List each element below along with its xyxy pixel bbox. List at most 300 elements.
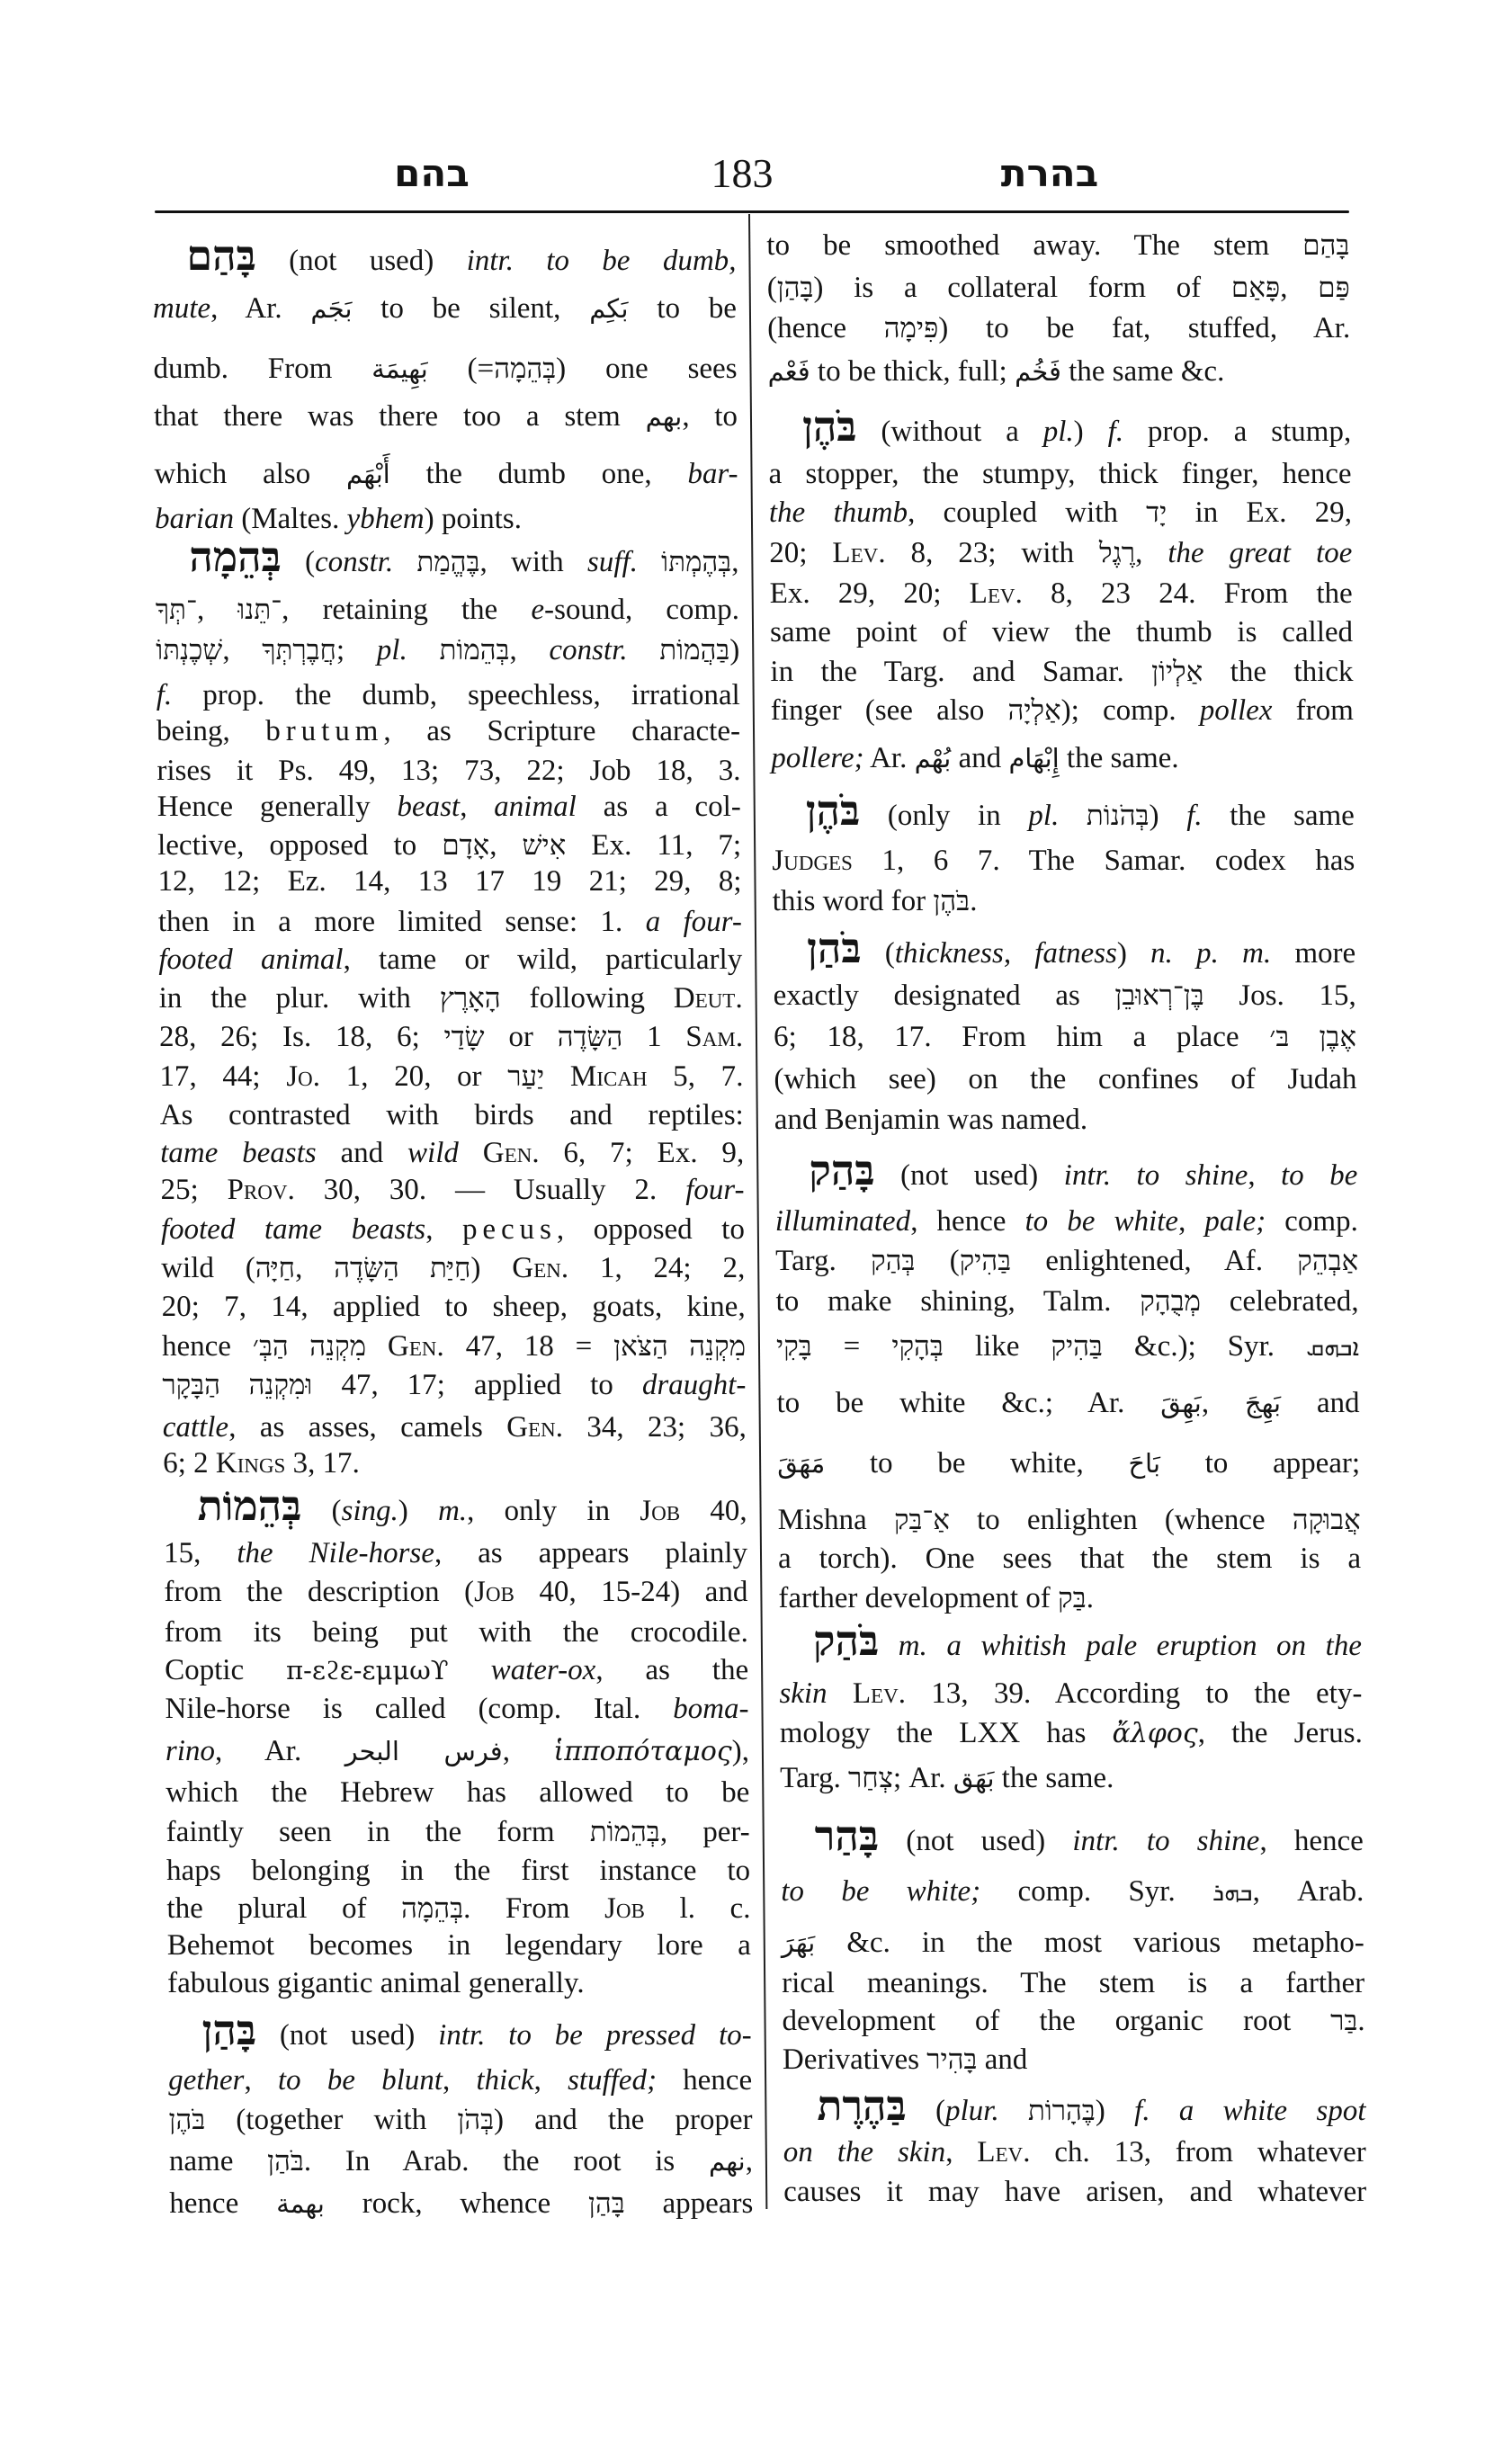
text-line xyxy=(153,349,737,389)
text-run: faintly seen in the form xyxy=(166,1816,590,1848)
small-caps-reference: Job xyxy=(604,1892,646,1925)
text-run: Ex. 11, 7; xyxy=(566,829,742,862)
text-line xyxy=(777,1444,1360,1483)
page-number: 183 xyxy=(711,150,774,196)
small-caps-reference: Judges xyxy=(772,845,853,877)
text-run: -sound, comp. xyxy=(543,594,740,626)
text-line xyxy=(768,404,1352,452)
text-run: and xyxy=(1280,1387,1360,1419)
text-run: 25; xyxy=(160,1174,228,1206)
text-run xyxy=(449,1654,491,1686)
arabic-word: أَبْهَم xyxy=(345,459,390,489)
headword: בֹּהֶן xyxy=(801,404,857,450)
italic-text: the great toe xyxy=(1168,537,1353,569)
text-line xyxy=(774,1148,1358,1195)
headword: בְּהֵמוֹת xyxy=(197,1483,302,1529)
hebrew-word: בָּהַן xyxy=(587,2187,625,2219)
text-run: to enlighten (whence xyxy=(949,1504,1293,1536)
coptic-word: π-εϩε-εμμωϒ xyxy=(285,1655,449,1685)
text-run xyxy=(366,1330,388,1363)
text-line xyxy=(772,788,1355,836)
hebrew-word: פַּם xyxy=(1317,272,1350,303)
text-run: in the plur. with xyxy=(158,982,440,1015)
hebrew-word: אַבְהֵק xyxy=(1297,1245,1359,1276)
text-run: lective, opposed to xyxy=(157,829,443,862)
arabic-word: بهم xyxy=(645,401,683,432)
italic-text: bar- xyxy=(687,458,738,490)
text-run: 20; xyxy=(769,537,833,569)
text-run: and xyxy=(951,742,1009,774)
text-run: 1, 24; 2, xyxy=(568,1252,746,1284)
text-run: from the description ( xyxy=(164,1576,475,1608)
text-run: this word for xyxy=(772,885,934,917)
text-run: like xyxy=(943,1330,1051,1363)
text-run: rises it Ps. 49, 13; 73, 22; Job 18, 3. xyxy=(157,755,741,787)
text-run: the same. xyxy=(1059,742,1179,774)
italic-text: beast xyxy=(397,791,461,823)
text-run: in the Targ. and Samar. xyxy=(770,656,1152,688)
text-run: (together with xyxy=(205,2104,458,2136)
text-run: ( xyxy=(281,546,316,578)
italic-text: thickness, fatness xyxy=(894,937,1118,970)
text-run: enlightened, Af. xyxy=(1010,1245,1298,1277)
text-run: . From xyxy=(462,1892,605,1925)
text-line xyxy=(157,787,741,827)
text-line xyxy=(160,1170,744,1210)
hebrew-word: בָּהַם xyxy=(1302,229,1350,261)
text-run: Nile-horse is called (comp. Ital. xyxy=(165,1693,674,1725)
text-run: exactly designated as xyxy=(773,979,1115,1012)
hebrew-word: בְּהֵמוֹת xyxy=(589,1816,660,1847)
hebrew-word: אַ־בַּק xyxy=(893,1504,951,1535)
text-run: , xyxy=(196,594,238,626)
text-line xyxy=(157,711,740,751)
text-run: , xyxy=(1177,1205,1205,1238)
text-run: rock, whence xyxy=(324,2187,589,2220)
text-run: Derivatives xyxy=(782,2043,927,2076)
text-run: (= xyxy=(427,353,495,385)
text-run: , xyxy=(533,2064,568,2097)
text-run: , xyxy=(1248,1159,1282,1192)
text-run: , Arab. xyxy=(1252,1875,1364,1908)
text-run: 20; 7, 14, applied to sheep, goats, kine, xyxy=(161,1291,746,1323)
arabic-word: فَعْم xyxy=(767,356,810,387)
text-run: (not used) xyxy=(878,1825,1073,1857)
text-run: ) to be fat, stuffed, Ar. xyxy=(938,312,1351,344)
headword: בָּהַר xyxy=(814,1813,880,1859)
text-run: Behemot becomes in legendary lore a xyxy=(166,1929,751,1962)
italic-text: intr. to be pressed to- xyxy=(437,2019,752,2052)
left-column xyxy=(150,0,756,2450)
text-line xyxy=(774,1060,1356,1099)
text-line xyxy=(158,940,742,979)
text-line xyxy=(780,1713,1363,1753)
text-run: , xyxy=(1201,1387,1246,1419)
hebrew-word: בַּהֲמוֹת xyxy=(659,634,730,666)
text-run: 47, 18 = xyxy=(443,1330,614,1363)
hebrew-word: חַיָּה xyxy=(255,1252,296,1283)
text-line xyxy=(166,1731,749,1771)
hebrew-word: בְּהֹנוֹת xyxy=(1086,800,1150,831)
text-run: 1, 6 7. The Samar. codex has xyxy=(852,845,1355,877)
text-run: , xyxy=(745,2145,754,2177)
hebrew-word: מִקְנֵה הַבְּ׳ xyxy=(252,1330,367,1362)
hebrew-word: בָּקִי xyxy=(775,1330,812,1362)
italic-text: rino xyxy=(165,1735,216,1767)
text-run: being, xyxy=(156,715,266,747)
text-line xyxy=(163,1483,747,1531)
italic-text: wild xyxy=(407,1137,460,1169)
text-run: which the Hebrew has allowed to be xyxy=(166,1776,750,1809)
text-line xyxy=(770,652,1353,692)
hebrew-word: בֶּן־רְאוּבֵן xyxy=(1114,979,1204,1011)
headword: בַּהֶרֶת xyxy=(817,2083,907,2129)
italic-text: skin xyxy=(779,1677,828,1710)
text-run: ( xyxy=(915,1245,960,1277)
italic-text: draught- xyxy=(641,1369,747,1401)
text-run: , retaining the xyxy=(281,594,532,626)
text-run: (without a xyxy=(856,416,1043,448)
text-run xyxy=(627,634,659,666)
text-line xyxy=(158,979,742,1018)
italic-text: constr. xyxy=(549,634,628,666)
text-run: , xyxy=(1279,272,1319,304)
small-caps-reference: Gen. xyxy=(512,1252,569,1284)
text-run: prop. a stump, xyxy=(1123,416,1352,448)
text-line xyxy=(166,1812,750,1852)
text-run: to be silent, xyxy=(352,292,590,325)
text-run: 6; 2 xyxy=(162,1447,216,1480)
text-run: 15, xyxy=(163,1537,237,1569)
text-line xyxy=(774,1017,1356,1057)
arabic-word: إِبْهَام xyxy=(1008,743,1060,773)
text-line xyxy=(165,1650,748,1690)
italic-text: f. a white spot xyxy=(1133,2095,1366,2127)
text-run: Mishna xyxy=(777,1504,895,1536)
text-run: , xyxy=(459,791,495,823)
italic-text: pl. xyxy=(376,634,407,666)
text-run: , tame or wild, particularly xyxy=(343,943,743,976)
text-run xyxy=(827,1677,853,1710)
text-run: ) xyxy=(1149,800,1187,832)
text-run: ) points. xyxy=(424,503,523,535)
italic-text: suff. xyxy=(586,546,639,578)
text-line xyxy=(165,1613,748,1652)
small-caps-reference: Lev. xyxy=(852,1677,907,1710)
hebrew-word: בַּק xyxy=(1057,1582,1087,1614)
text-run: , xyxy=(1134,537,1168,569)
text-line xyxy=(781,1813,1364,1861)
italic-text: pollere; xyxy=(771,742,864,774)
text-run: then in a more limited sense: 1. xyxy=(157,906,646,938)
text-run: 28, 26; Is. 18, 6; xyxy=(158,1021,444,1053)
syriac-word: ܐܒܗܩ xyxy=(1305,1334,1360,1362)
text-line xyxy=(168,2100,752,2140)
hebrew-word: חַיַּת הַשָּׂדֶה xyxy=(334,1252,471,1283)
text-run: which also xyxy=(154,458,347,490)
hebrew-word: בָּהִיר xyxy=(926,2043,978,2075)
italic-text: pl. xyxy=(1042,416,1074,448)
text-run: to be white &c.; Ar. xyxy=(776,1387,1161,1419)
italic-text: mute xyxy=(152,292,211,325)
italic-text: animal xyxy=(494,791,577,823)
text-line xyxy=(152,233,737,281)
text-line xyxy=(157,862,741,901)
text-run: Ex. 29, 20; xyxy=(769,577,970,610)
text-line xyxy=(767,268,1350,308)
hebrew-word: בְּהַק xyxy=(870,1245,916,1276)
hebrew-word: בְּהָקִי xyxy=(891,1330,944,1362)
text-run: wild ( xyxy=(161,1252,255,1284)
text-line xyxy=(157,826,741,865)
text-line xyxy=(776,1383,1359,1423)
text-run: ) xyxy=(1116,937,1151,970)
spaced-text: brutum xyxy=(265,715,384,747)
hebrew-word: אִישׁ xyxy=(522,829,567,861)
arabic-word: بَهِيمَة xyxy=(371,353,428,384)
text-line xyxy=(783,2040,1365,2079)
text-run: hence xyxy=(656,2064,753,2097)
text-line xyxy=(154,454,738,494)
text-line xyxy=(774,1100,1357,1140)
text-run: , to xyxy=(682,400,738,433)
text-run: that there was there too a stem xyxy=(153,400,646,433)
text-line xyxy=(778,1539,1361,1578)
italic-text: sing. xyxy=(341,1495,398,1527)
arabic-word: نهم xyxy=(708,2146,746,2177)
italic-text: pollex xyxy=(1199,694,1273,727)
text-line xyxy=(783,2133,1366,2172)
italic-text: ybhem xyxy=(346,503,425,535)
text-run: more xyxy=(1270,937,1356,970)
text-run: (not used) xyxy=(255,2019,439,2052)
text-run: ( xyxy=(301,1495,342,1527)
hebrew-word: וּמִקְנֵה הַבָּקָר xyxy=(162,1369,313,1400)
text-line xyxy=(155,534,739,582)
text-line xyxy=(156,630,739,670)
italic-text: tame beasts xyxy=(159,1137,317,1169)
text-run: to be thick, full; xyxy=(810,355,1015,388)
text-line xyxy=(156,675,739,715)
text-run: . In Arab. the root is xyxy=(303,2145,710,2177)
text-run: . xyxy=(969,885,978,917)
text-run: ( xyxy=(906,2095,946,2127)
hebrew-word: רֶגֶל xyxy=(1098,537,1136,568)
text-run: ; Ar. xyxy=(892,1762,954,1794)
text-run: mology the LXX has xyxy=(779,1717,1113,1749)
text-run: , Ar. xyxy=(214,1735,345,1767)
italic-text: thick xyxy=(476,2064,534,2097)
text-run: to appear; xyxy=(1159,1447,1361,1480)
hebrew-word: בַּר xyxy=(1329,2005,1358,2036)
text-run xyxy=(638,546,662,578)
italic-text: water-ox xyxy=(490,1654,596,1686)
small-caps-reference: Gen. xyxy=(505,1411,564,1444)
text-line xyxy=(169,2184,753,2223)
text-run: As contrasted with birds and reptiles: xyxy=(159,1099,744,1131)
text-run: haps belonging in the first instance to xyxy=(166,1855,751,1887)
text-run: (not used) xyxy=(874,1159,1064,1192)
arabic-word: مَهَقَ xyxy=(776,1448,826,1479)
italic-text: the Nile-horse xyxy=(237,1537,435,1569)
italic-text: constr. xyxy=(314,546,394,578)
text-run: , xyxy=(244,2064,279,2097)
text-line xyxy=(772,881,1355,921)
text-line xyxy=(777,1500,1360,1540)
italic-text: gether xyxy=(167,2064,245,2097)
text-run: ) one sees xyxy=(556,353,738,385)
text-run: 6; 18, 17. From him a place xyxy=(773,1021,1270,1053)
text-line xyxy=(155,499,738,539)
text-run: 47, 17; applied to xyxy=(312,1369,643,1401)
hebrew-word: בֶּהָרוֹת xyxy=(1027,2095,1096,2126)
arabic-word: بَاحَ xyxy=(1128,1448,1161,1479)
italic-text: intr. to be dumb, xyxy=(466,245,737,277)
arabic-word: بَهَق xyxy=(953,1763,995,1793)
text-line xyxy=(775,1202,1358,1241)
text-run: and Benjamin was named. xyxy=(774,1104,1088,1136)
text-run: 30, 30. — Usually 2. xyxy=(294,1174,686,1206)
text-line xyxy=(767,308,1350,348)
hebrew-word: שָׂדַי xyxy=(443,1021,485,1052)
italic-text: intr. to shine xyxy=(1072,1825,1260,1857)
text-line xyxy=(779,1618,1363,1666)
small-caps-reference: Lev. xyxy=(969,577,1023,610)
text-run: , as Scripture characte- xyxy=(383,715,741,747)
text-run: Jos. 15, xyxy=(1203,979,1356,1012)
text-run: 1 xyxy=(622,1021,686,1053)
text-line xyxy=(769,493,1352,532)
small-caps-reference: Kings xyxy=(215,1447,286,1480)
text-line xyxy=(160,1133,744,1173)
hebrew-word: חֲבֶרְתְּךָ xyxy=(262,634,337,666)
text-line xyxy=(772,841,1355,881)
text-run: (not used) xyxy=(255,245,467,277)
text-run: , hence xyxy=(909,1205,1025,1238)
text-run: , Ar. xyxy=(210,292,311,325)
text-run: , xyxy=(731,546,739,578)
text-run: , xyxy=(222,634,263,666)
italic-text: pl. xyxy=(1028,800,1060,832)
text-line xyxy=(163,1408,747,1447)
text-run: ), xyxy=(731,1735,750,1767)
hebrew-word: בְּהֶמְתּוֹ xyxy=(661,546,732,577)
text-run: rical meanings. The stem is a farther xyxy=(782,1967,1365,1999)
text-line xyxy=(161,1210,745,1249)
hebrew-word: אַלְיָה xyxy=(1007,694,1061,726)
text-run xyxy=(393,546,417,578)
italic-text: to be xyxy=(1280,1159,1358,1192)
hebrew-word: אַלְיוֹן xyxy=(1151,656,1203,687)
text-line xyxy=(778,1578,1361,1618)
text-run: ( xyxy=(766,272,777,304)
text-run: following xyxy=(500,982,674,1015)
headword: בֹּהַן xyxy=(806,925,862,971)
text-run: , xyxy=(489,829,523,862)
text-line xyxy=(768,454,1351,494)
italic-text: m. a whitish pale eruption on the xyxy=(898,1630,1363,1662)
text-run: &c. in the most various metapho- xyxy=(815,1927,1364,1959)
hebrew-word: מְבֻהָק xyxy=(1140,1285,1202,1317)
text-run: , with xyxy=(479,546,588,578)
text-line xyxy=(771,691,1354,730)
italic-text: f. xyxy=(156,679,173,711)
syriac-word: ܒܗܪ xyxy=(1212,1879,1253,1907)
left-guide-word: בהם xyxy=(394,151,470,195)
text-line xyxy=(156,590,739,630)
text-run: , hence xyxy=(1259,1825,1364,1857)
arabic-word: بهمة xyxy=(275,2188,326,2219)
text-run: a torch). One sees that the stem is a xyxy=(777,1542,1362,1575)
arabic-word: بَهِجَ xyxy=(1244,1388,1282,1418)
text-line xyxy=(154,397,738,436)
text-run: the plural of xyxy=(166,1892,402,1925)
text-run: to be white, xyxy=(825,1447,1129,1480)
italic-text: footed animal xyxy=(158,943,344,976)
text-line xyxy=(770,612,1353,652)
text-run: Hence generally xyxy=(157,791,398,823)
text-run: ) and the proper xyxy=(493,2104,753,2136)
text-run: ) xyxy=(470,1252,513,1284)
text-run: fabulous gigantic animal generally. xyxy=(167,1967,585,1999)
text-line xyxy=(779,1674,1362,1713)
text-run: , xyxy=(294,1252,335,1284)
text-run: (only in xyxy=(860,800,1029,832)
text-run: comp. Syr. xyxy=(980,1875,1213,1908)
text-run: ) is a collateral form of xyxy=(813,272,1232,304)
text-line xyxy=(773,925,1356,973)
text-line xyxy=(782,2001,1364,2041)
text-line xyxy=(783,2083,1366,2131)
headword: בֹּהֶן xyxy=(805,788,861,834)
italic-text: e xyxy=(531,594,545,626)
text-run: a stopper, the stumpy, thick finger, hence xyxy=(768,458,1352,490)
italic-text: m. xyxy=(437,1495,468,1527)
text-run: ) xyxy=(1073,416,1108,448)
text-run: development of the organic root xyxy=(782,2005,1331,2037)
text-run: or xyxy=(484,1021,558,1053)
text-run: ch. 13, from whatever xyxy=(1030,2136,1366,2168)
small-caps-reference: Lev. xyxy=(832,537,886,569)
text-line xyxy=(776,1327,1359,1366)
hebrew-word: פָּאַם xyxy=(1230,272,1281,303)
text-run: (Maltes. xyxy=(233,503,347,535)
text-line xyxy=(162,1365,746,1405)
text-line xyxy=(161,1287,745,1327)
text-line xyxy=(165,1689,748,1729)
text-line xyxy=(163,1444,747,1483)
text-line xyxy=(169,2142,753,2181)
small-caps-reference: Job xyxy=(473,1576,515,1608)
small-caps-reference: Jo. xyxy=(286,1060,321,1093)
text-run: from its being put with the crocodile. xyxy=(164,1616,748,1649)
text-run: causes it may have arisen, and whatever xyxy=(783,2176,1367,2208)
italic-text: stuffed; xyxy=(567,2064,658,2097)
text-line xyxy=(167,1926,751,1965)
arabic-word: بُهْم xyxy=(914,743,952,773)
hebrew-word: אֶבֶן בּ׳ xyxy=(1269,1021,1357,1052)
hebrew-word: ־תְּךָ xyxy=(155,594,198,625)
small-caps-reference: Gen. xyxy=(482,1137,540,1169)
text-run: to make shining, Talm. xyxy=(775,1285,1141,1318)
text-run: the same &c. xyxy=(1060,355,1225,388)
text-run xyxy=(1059,800,1087,832)
text-line xyxy=(767,352,1350,391)
text-run: 6, 7; Ex. 9, xyxy=(539,1137,745,1169)
text-run: prop. the dumb, speechless, irrational xyxy=(171,679,740,711)
text-run: as a col- xyxy=(576,791,741,823)
hebrew-word: ־תֵּנוּ xyxy=(237,594,282,625)
